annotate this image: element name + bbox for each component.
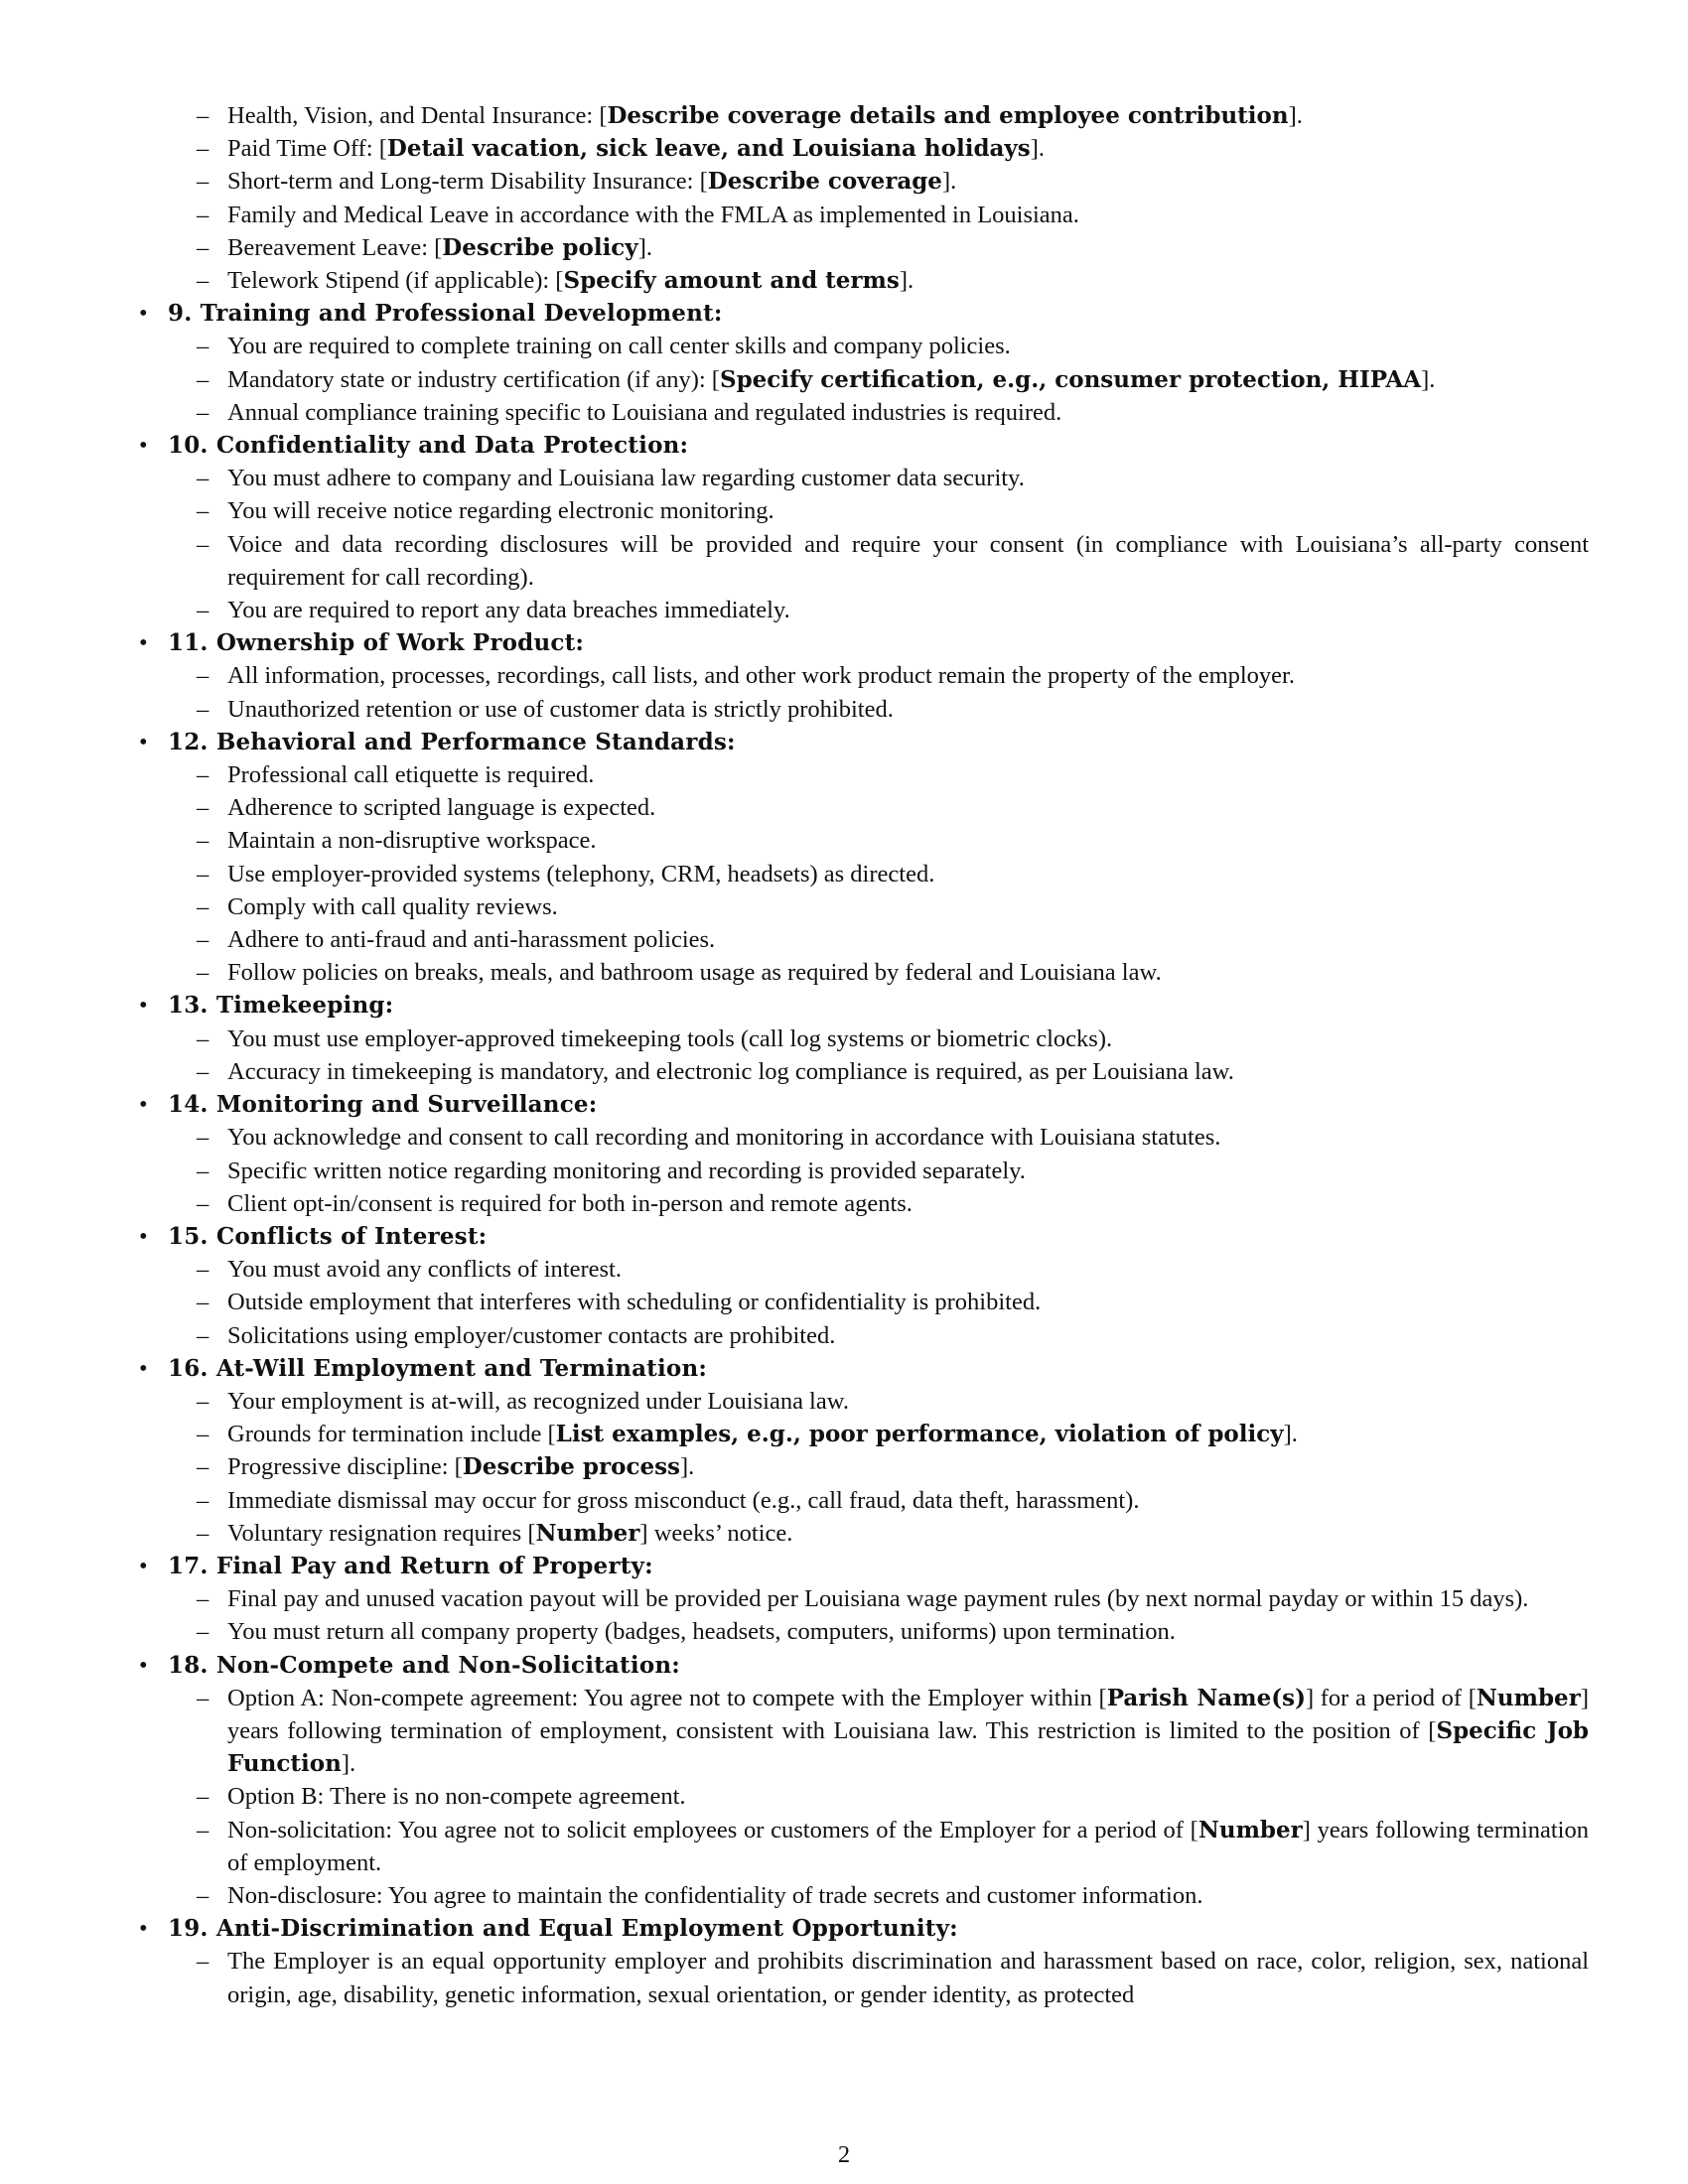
item-text: ]. [1288, 102, 1303, 129]
placeholder-text: Specific Job Function [227, 1716, 1590, 1778]
section-title: 10. Confidentiality and Data Protection: [168, 432, 689, 460]
section-items [168, 1682, 1589, 1912]
document-body [139, 99, 1589, 2011]
section-title: 17. Final Pay and Return of Property: [168, 1552, 653, 1579]
item-text: Health, Vision, and Dental Insurance: [ [227, 102, 608, 129]
section-title: 12. Behavioral and Performance Standards: [168, 728, 736, 755]
section-list [139, 99, 1589, 2011]
item-text: ] for a period of [ [1305, 1684, 1477, 1711]
item-text: ] years following termination of employment. [227, 1816, 1589, 1876]
placeholder-text: Number [535, 1519, 640, 1547]
item-text: Use employer-provided systems (telephony, CRM, headsets) as directed. [227, 860, 935, 887]
list-item [168, 758, 1589, 791]
placeholder-text: Number [1197, 1816, 1303, 1843]
list-item [168, 1121, 1589, 1154]
item-text: Immediate dismissal may occur for gross misconduct (e.g., call fraud, data theft, harassment). [227, 1486, 1140, 1514]
section-17 [139, 1550, 1589, 1649]
section-10 [139, 429, 1589, 626]
section-items [168, 1385, 1589, 1550]
placeholder-text: Number [1476, 1684, 1581, 1711]
item-text: You must use employer-approved timekeeping tools (call log systems or biometric clocks). [227, 1024, 1113, 1052]
section-items [168, 1121, 1589, 1220]
section-19 [139, 1912, 1589, 2011]
item-text: Unauthorized retention or use of customer data is strictly prohibited. [227, 695, 894, 723]
section-11 [139, 626, 1589, 726]
list-item [168, 1385, 1589, 1418]
item-text: Comply with call quality reviews. [227, 892, 558, 920]
item-text: ] weeks’ notice. [639, 1519, 793, 1547]
list-item [168, 1023, 1589, 1055]
list-item [168, 264, 1589, 297]
item-text: Final pay and unused vacation payout will be provided per Louisiana wage payment rules (by next normal payday or within 15 days). [227, 1585, 1529, 1613]
list-item [168, 824, 1589, 857]
list-item [168, 1155, 1589, 1187]
list-item [168, 363, 1589, 396]
item-text: Mandatory state or industry certification (if any): [ [227, 365, 720, 393]
placeholder-text: Parish Name(s) [1106, 1684, 1306, 1711]
item-text: Professional call etiquette is required. [227, 761, 595, 789]
item-text: Paid Time Off: [ [227, 135, 387, 163]
section-items [168, 99, 1589, 297]
item-text: Voluntary resignation requires [ [227, 1519, 536, 1547]
list-item [168, 1253, 1589, 1286]
section-title: 19. Anti-Discrimination and Equal Employment Opportunity: [168, 1915, 958, 1943]
item-text: ]. [1030, 135, 1046, 163]
item-text: The Employer is an equal opportunity employer and prohibits discrimination and harassment based on race, color, religion, sex, national origin, age, disability, genetic information, sexual orientation, or gender identity, as protected [227, 1948, 1589, 2008]
list-item [168, 165, 1589, 198]
section-title: 18. Non-Compete and Non-Solicitation: [168, 1651, 680, 1679]
list-item [168, 858, 1589, 890]
item-text: Non-disclosure: You agree to maintain the confidentiality of trade secrets and customer information. [227, 1881, 1203, 1909]
item-text: Annual compliance training specific to Louisiana and regulated industries is required. [227, 398, 1062, 426]
section-items [168, 1023, 1589, 1088]
item-text: You are required to complete training on call center skills and company policies. [227, 333, 1011, 360]
section-title: 11. Ownership of Work Product: [168, 629, 585, 657]
item-text: Specific written notice regarding monitoring and recording is provided separately. [227, 1157, 1026, 1184]
list-item [168, 693, 1589, 726]
section-15 [139, 1220, 1589, 1352]
list-item [168, 330, 1589, 362]
list-item [168, 199, 1589, 231]
list-item [168, 1055, 1589, 1088]
item-text: Outside employment that interferes with scheduling or confidentiality is prohibited. [227, 1289, 1042, 1316]
placeholder-text: Describe coverage details and employee contribution [607, 102, 1289, 129]
item-text: Maintain a non-disruptive workspace. [227, 827, 597, 855]
section-title: 15. Conflicts of Interest: [168, 1222, 488, 1250]
list-item [168, 1780, 1589, 1813]
list-item [168, 1286, 1589, 1318]
list-item [168, 1484, 1589, 1517]
section-items [168, 758, 1589, 989]
item-text: Option B: There is no non-compete agreement. [227, 1783, 686, 1811]
list-item [168, 396, 1589, 429]
list-item [168, 1814, 1589, 1879]
section-continued [139, 99, 1589, 297]
item-text: ] years following termination of employment, consistent with Louisiana law. This restriction is limited to the position of [ [227, 1684, 1589, 1744]
item-text: Accuracy in timekeeping is mandatory, and electronic log compliance is required, as per Louisiana law. [227, 1057, 1234, 1085]
section-items [168, 1945, 1589, 2010]
item-text: Non-solicitation: You agree not to solicit employees or customers of the Employer for a period of [ [227, 1816, 1198, 1843]
section-13 [139, 989, 1589, 1088]
item-text: You must return all company property (badges, headsets, computers, uniforms) upon termination. [227, 1618, 1176, 1646]
item-text: ]. [1421, 365, 1436, 393]
item-text: Progressive discipline: [ [227, 1453, 463, 1481]
list-item [168, 1682, 1589, 1781]
placeholder-text: Detail vacation, sick leave, and Louisiana holidays [386, 135, 1031, 163]
list-item [168, 462, 1589, 494]
section-title: 16. At-Will Employment and Termination: [168, 1354, 708, 1382]
list-item [168, 956, 1589, 989]
list-item [168, 1879, 1589, 1912]
section-items [168, 462, 1589, 626]
item-text: Your employment is at-will, as recognized under Louisiana law. [227, 1387, 849, 1415]
item-text: ]. [1283, 1421, 1298, 1448]
section-title: 14. Monitoring and Surveillance: [168, 1091, 598, 1119]
list-item [168, 594, 1589, 626]
list-item [168, 1615, 1589, 1648]
item-text: ]. [899, 267, 914, 295]
list-item [168, 1187, 1589, 1220]
list-item [168, 1582, 1589, 1615]
item-text: Voice and data recording disclosures will be provided and require your consent (in compliance with Louisiana’s all-party consent requirement for call recording). [227, 530, 1589, 591]
list-item [168, 1418, 1589, 1450]
list-item [168, 1450, 1589, 1483]
item-text: Telework Stipend (if applicable): [ [227, 267, 564, 295]
section-9 [139, 297, 1589, 429]
item-text: You will receive notice regarding electronic monitoring. [227, 497, 774, 525]
section-16 [139, 1352, 1589, 1550]
list-item [168, 791, 1589, 824]
list-item [168, 528, 1589, 594]
item-text: You acknowledge and consent to call recording and monitoring in accordance with Louisiana statutes. [227, 1124, 1221, 1152]
item-text: Bereavement Leave: [ [227, 233, 443, 261]
section-items [168, 659, 1589, 725]
placeholder-text: Specify certification, e.g., consumer protection, HIPAA [719, 365, 1422, 393]
placeholder-text: Describe process [462, 1453, 680, 1481]
item-text: Family and Medical Leave in accordance with the FMLA as implemented in Louisiana. [227, 201, 1079, 228]
section-title: 9. Training and Professional Development: [168, 300, 723, 328]
list-item [168, 231, 1589, 264]
page-number: 2 [837, 2141, 851, 2168]
section-items [168, 1582, 1589, 1648]
section-12 [139, 726, 1589, 990]
list-item [168, 494, 1589, 527]
section-items [168, 1253, 1589, 1352]
item-text: ]. [341, 1750, 356, 1778]
item-text: You must adhere to company and Louisiana law regarding customer data security. [227, 465, 1025, 492]
section-18 [139, 1649, 1589, 1913]
item-text: You are required to report any data breaches immediately. [227, 597, 790, 624]
list-item [168, 99, 1589, 132]
item-text: All information, processes, recordings, call lists, and other work product remain the property of the employer. [227, 662, 1295, 690]
item-text: Follow policies on breaks, meals, and bathroom usage as required by federal and Louisiana law. [227, 959, 1162, 987]
placeholder-text: List examples, e.g., poor performance, violation of policy [555, 1421, 1284, 1448]
list-item [168, 923, 1589, 956]
item-text: Grounds for termination include [ [227, 1421, 556, 1448]
section-14 [139, 1088, 1589, 1220]
list-item [168, 1945, 1589, 2010]
item-text: Client opt-in/consent is required for both in-person and remote agents. [227, 1189, 913, 1217]
list-item [168, 659, 1589, 692]
section-items [168, 330, 1589, 429]
item-text: ]. [679, 1453, 695, 1481]
item-text: Adhere to anti-fraud and anti-harassment policies. [227, 926, 716, 954]
list-item [168, 1319, 1589, 1352]
item-text: Option A: Non-compete agreement: You agree not to compete with the Employer within [ [227, 1684, 1107, 1711]
item-text: Solicitations using employer/customer contacts are prohibited. [227, 1321, 836, 1349]
list-item [168, 132, 1589, 165]
item-text: You must avoid any conflicts of interest. [227, 1256, 622, 1284]
placeholder-text: Describe policy [442, 233, 638, 261]
list-item [168, 1517, 1589, 1550]
placeholder-text: Describe coverage [707, 168, 942, 196]
list-item [168, 890, 1589, 923]
item-text: ]. [637, 233, 652, 261]
item-text: Adherence to scripted language is expected. [227, 794, 656, 822]
item-text: Short-term and Long-term Disability Insurance: [ [227, 168, 708, 196]
placeholder-text: Specify amount and terms [563, 267, 900, 295]
item-text: ]. [941, 168, 957, 196]
section-title: 13. Timekeeping: [168, 992, 394, 1020]
